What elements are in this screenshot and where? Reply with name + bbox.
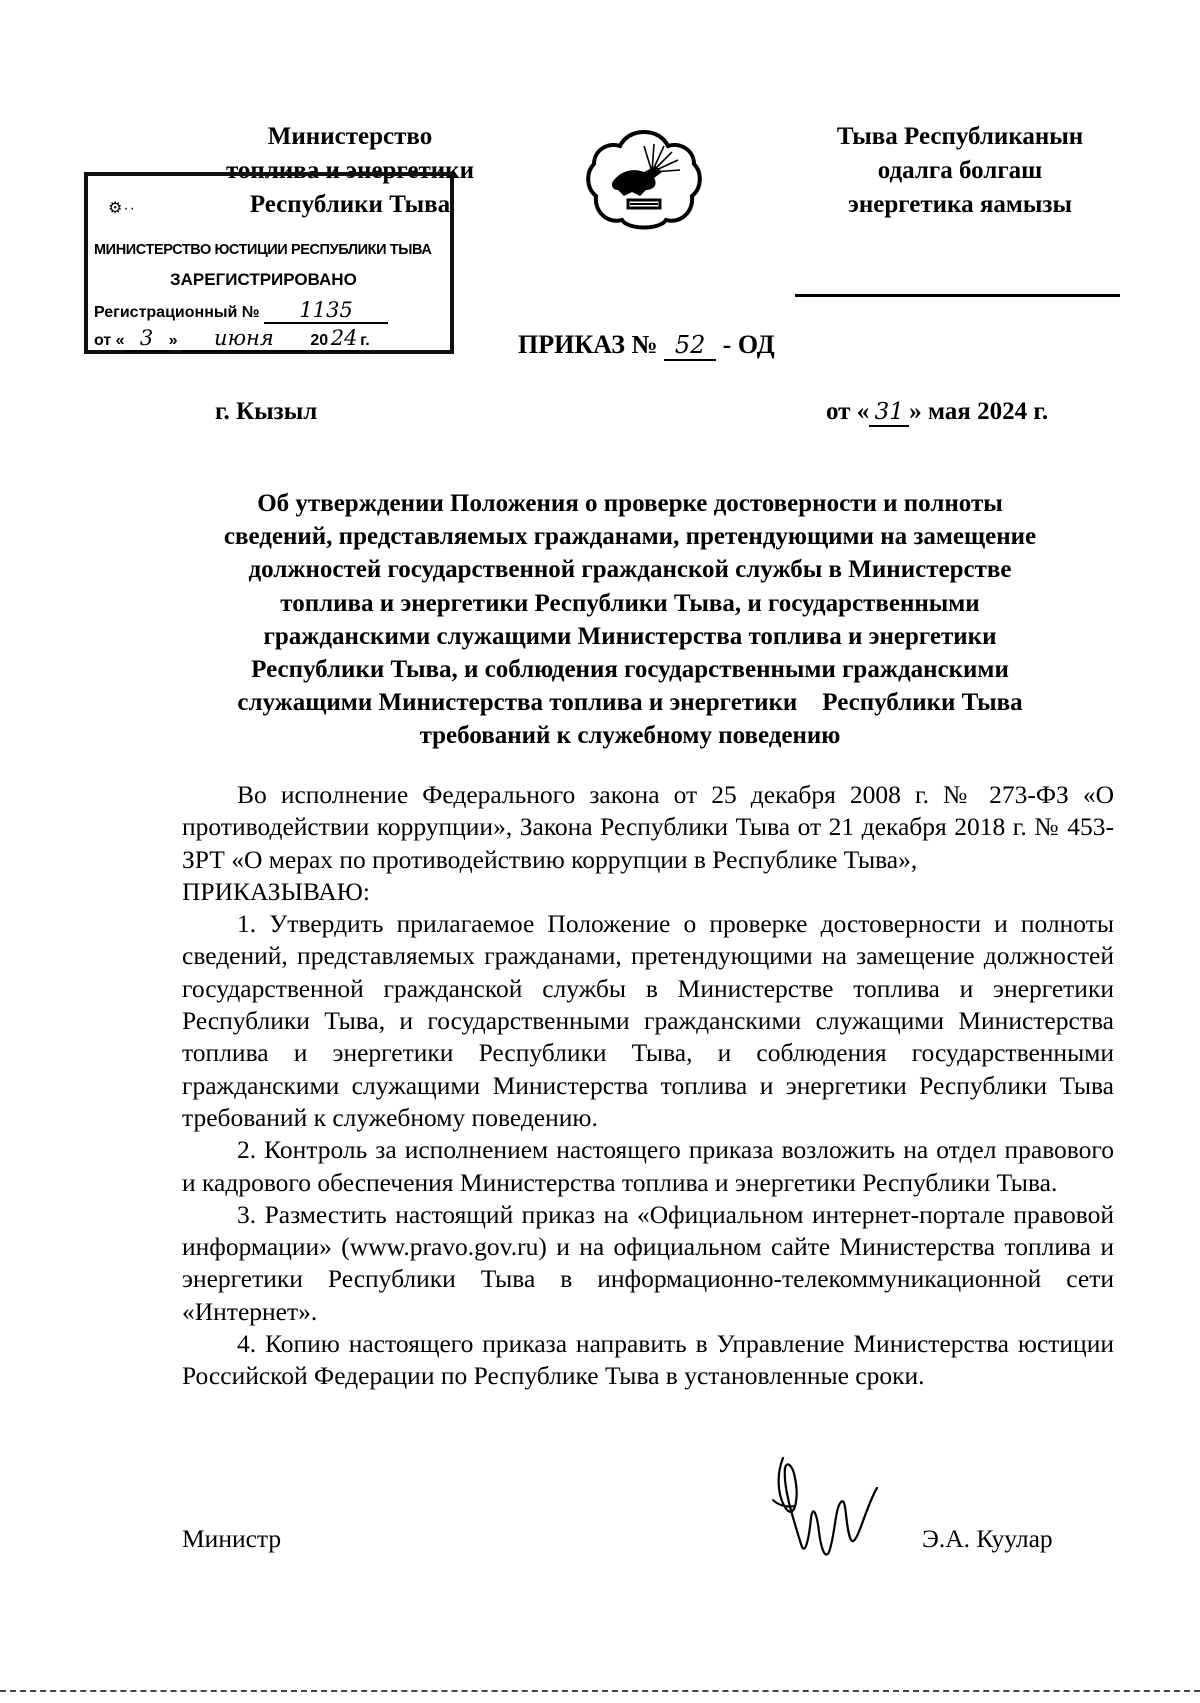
- stamp-date-month: июня: [182, 326, 306, 352]
- handwritten-signature: [765, 1448, 885, 1578]
- registration-stamp: [84, 172, 454, 354]
- page-edge-line: [0, 1690, 1200, 1692]
- header-right: [800, 120, 1120, 222]
- title-line: должностей государственной гражданской службы в Министерстве: [248, 556, 1012, 584]
- order-item-1: 1. Утвердить прилагаемое Положение о проверке достоверности и полноты сведений, представляемых гражданами, претендующими на замещение должностей государственной гражданской службы в Министерстве топлива и энергетики Республики Тыва, и государственными гражданскими служащими Министерства топлива и энергетики Республики Тыва, и соблюдения государственными гражданскими служащими Министерства топлива и энергетики Республики Тыва требований к служебному поведению.: [182, 909, 1114, 1132]
- order-suffix: - ОД: [722, 330, 775, 359]
- header-right-line-1: Тыва Республиканын: [836, 123, 1084, 150]
- stamp-registered: ЗАРЕГИСТРИРОВАНО: [170, 270, 357, 289]
- header-right-line-3: энергетика яамызы: [848, 191, 1072, 218]
- document-body: [182, 779, 1114, 1393]
- signer-role: Министр: [182, 1524, 282, 1553]
- stamp-date-end: г.: [360, 332, 370, 349]
- tuva-emblem-icon: [584, 126, 704, 234]
- order-number: [518, 330, 775, 361]
- header-left-line-1: Министерство: [267, 123, 433, 150]
- title-line: Об утверждении Положения о проверке достоверности и полноты: [257, 490, 1003, 517]
- order-date-prefix: от «: [826, 398, 870, 425]
- header-right-rule: [795, 294, 1120, 297]
- stamp-reg-number: [94, 298, 388, 324]
- header-right-line-2: одалга болгаш: [877, 157, 1043, 184]
- order-item-2: 2. Контроль за исполнением настоящего приказа возложить на отдел правового и кадрового обеспечения Министерства топлива и энергетики Республики Тыва.: [182, 1135, 1114, 1197]
- header-left-line-3: Республики Тыва: [249, 191, 451, 218]
- preamble: Во исполнение Федерального закона от 25 декабря 2008 г. № 273-ФЗ «О противодействии коррупции», Закона Республики Тыва от 21 декабря 2018 г. № 453-ЗРТ «О мерах по противодействию коррупции в Республике Тыва»,: [182, 780, 1114, 874]
- stamp-reg-number-value: 1135: [264, 298, 388, 324]
- order-date: [826, 398, 1048, 427]
- stamp-date-day: 3: [125, 326, 169, 352]
- header-left-line-2: топлива и энергетики: [225, 157, 474, 184]
- stamp-date: [94, 326, 370, 352]
- title-line: Республики Тыва, и соблюдения государственными гражданскими: [251, 656, 1009, 684]
- order-item-4: 4. Копию настоящего приказа направить в Управление Министерства юстиции Российской Федерации по Республике Тыва в установленные сроки.: [182, 1329, 1114, 1391]
- title-line: гражданскими служащими Министерства топлива и энергетики: [263, 622, 997, 650]
- stamp-ministry: МИНИСТЕРСТВО ЮСТИЦИИ РЕСПУБЛИКИ ТЫВА: [94, 242, 432, 258]
- order-label: ПРИКАЗ №: [518, 330, 658, 359]
- title-line: требований к служебному поведению: [419, 722, 841, 750]
- stamp-reg-number-label: Регистрационный №: [94, 304, 260, 321]
- stamp-date-year-prefix: 20: [310, 332, 329, 349]
- order-word: ПРИКАЗЫВАЮ:: [182, 876, 370, 906]
- place: г. Кызыл: [215, 398, 318, 425]
- order-date-day: 31: [869, 399, 909, 427]
- order-number-value: 52: [664, 331, 716, 361]
- stamp-date-prefix: от «: [94, 332, 125, 349]
- title-line: служащими Министерства топлива и энергетики Республики Тыва: [237, 689, 1023, 717]
- title-line: сведений, представляемых гражданами, претендующими на замещение: [223, 523, 1037, 551]
- title-line: топлива и энергетики Республики Тыва, и государственными: [280, 589, 980, 617]
- order-item-3: 3. Разместить настоящий приказ на «Официальном интернет-портале правовой информации» (www.pravo.gov.ru) и на официальном сайте Министерства топлива и энергетики Республики Тыва в информационно-телекоммуникационной сети «Интернет».: [182, 1199, 1114, 1326]
- signer-name: Э.А. Куулар: [922, 1524, 1053, 1553]
- stamp-date-mid: »: [168, 332, 178, 349]
- stamp-date-year-suffix: 24: [328, 326, 360, 352]
- document-title: [170, 487, 1090, 753]
- stamp-logo-icon: ⚙··: [108, 200, 136, 217]
- order-date-suffix: » мая 2024 г.: [909, 398, 1049, 425]
